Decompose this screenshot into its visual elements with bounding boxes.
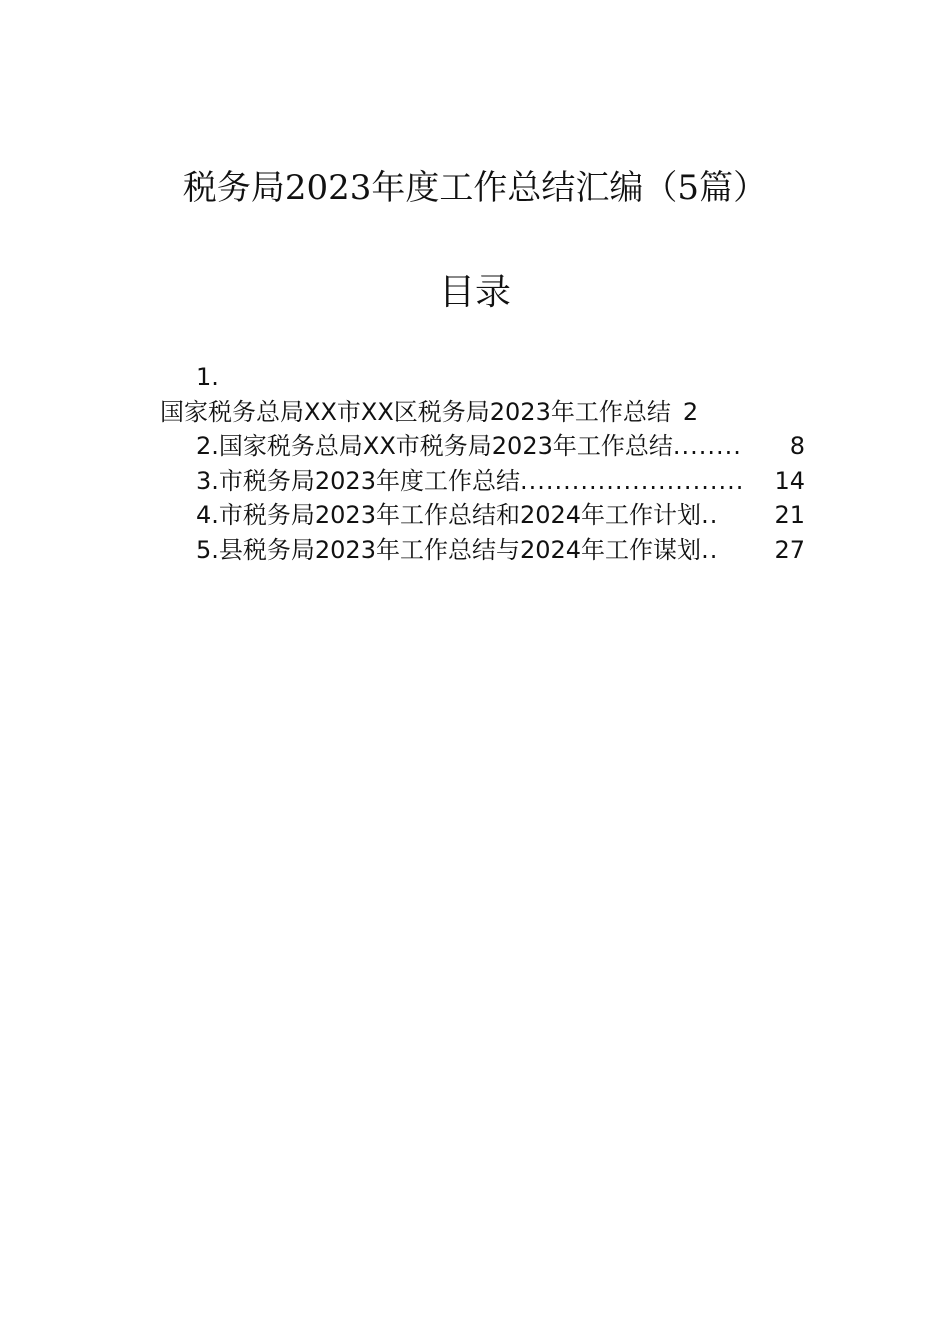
toc-entry-leader: .. xyxy=(701,501,719,529)
toc-entry-text: 5.县税务局2023年工作总结与2024年工作谋划 xyxy=(196,535,702,564)
toc-entry-2[interactable] xyxy=(0,429,950,464)
toc-entry-text: 国家税务总局XX市XX区税务局2023年工作总结 xyxy=(160,397,671,426)
toc-entry-page: 14 xyxy=(774,466,805,495)
toc-entry-text: 2.国家税务总局XX市税务局2023年工作总结 xyxy=(196,432,673,460)
document-title: 税务局2023年度工作总结汇编（5篇） xyxy=(182,168,768,208)
toc-entry-4-wrap xyxy=(196,498,805,533)
toc-entry-2-wrap xyxy=(196,429,805,464)
toc-entry-5[interactable] xyxy=(0,533,950,568)
toc-entry-1-number-line[interactable] xyxy=(0,360,950,395)
toc-entry-leader: .. xyxy=(701,535,719,564)
toc-entry-3-wrap xyxy=(196,464,805,499)
toc-entry-page: 27 xyxy=(774,535,805,564)
toc-entry-4[interactable] xyxy=(0,498,950,533)
toc-entry-page: 2 xyxy=(682,397,699,426)
toc-entry-1[interactable] xyxy=(0,395,950,430)
toc-entry-number: 1. xyxy=(196,363,219,391)
toc-entry-leader: .......................... xyxy=(519,466,745,495)
toc-heading: 目录 xyxy=(438,272,511,313)
table-of-contents xyxy=(0,360,950,567)
toc-entry-page: 21 xyxy=(774,501,805,529)
toc-entry-page: 8 xyxy=(789,432,805,460)
toc-entry-text: 4.市税务局2023年工作总结和2024年工作计划 xyxy=(196,501,702,529)
toc-entry-text: 3.市税务局2023年度工作总结 xyxy=(196,466,520,495)
toc-entry-3[interactable] xyxy=(0,464,950,499)
toc-entry-5-wrap xyxy=(196,533,805,568)
toc-entry-1-wrap xyxy=(160,395,698,430)
toc-entry-leader: ........ xyxy=(672,432,742,460)
